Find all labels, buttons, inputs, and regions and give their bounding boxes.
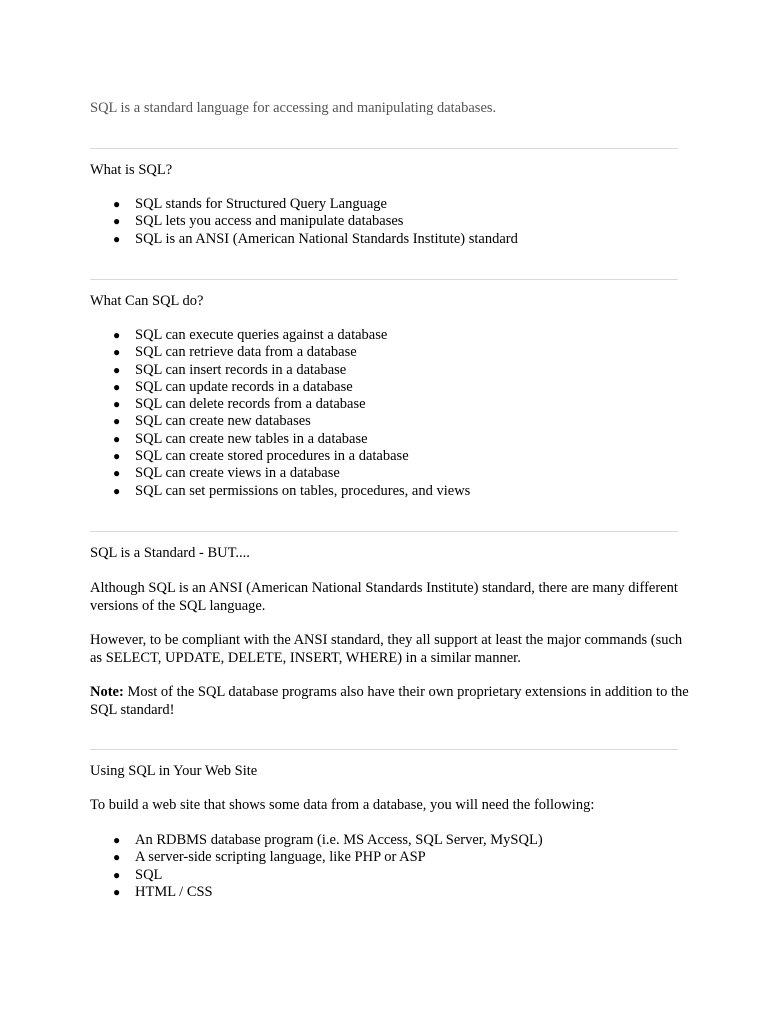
list-item bbox=[90, 344, 470, 361]
bullet-icon: ● bbox=[113, 414, 121, 429]
list-item bbox=[90, 448, 470, 465]
bullet-icon: ● bbox=[113, 397, 121, 412]
bullet-icon: ● bbox=[113, 214, 121, 229]
bullet-icon: ● bbox=[113, 197, 121, 211]
list-item-text: A server-side scripting language, like PHP or ASP bbox=[135, 849, 426, 866]
list-item bbox=[90, 867, 543, 884]
list-what-can-sql-do bbox=[90, 327, 470, 500]
bullet-icon: ● bbox=[113, 362, 121, 377]
list-item-text: SQL can create new tables in a database bbox=[135, 430, 368, 447]
list-item bbox=[90, 362, 470, 379]
list-item-text: SQL can create views in a database bbox=[135, 465, 340, 482]
bullet-icon: ● bbox=[113, 345, 121, 360]
paragraph-compliance: However, to be compliant with the ANSI standard, they all support at least the major commands (such as SELECT, UPDATE, DELETE, INSERT, WHERE) in a similar manner. bbox=[90, 632, 683, 666]
list-item bbox=[90, 884, 543, 901]
heading-using-sql-web-site: Using SQL in Your Web Site bbox=[90, 763, 258, 779]
list-item-text: SQL can retrieve data from a database bbox=[135, 344, 357, 361]
list-item-text: SQL lets you access and manipulate databases bbox=[135, 213, 404, 230]
list-item-text: SQL is an ANSI (American National Standards Institute) standard bbox=[135, 230, 518, 247]
list-item bbox=[90, 431, 470, 448]
bullet-icon: ● bbox=[113, 328, 121, 342]
list-what-is-sql bbox=[90, 196, 518, 248]
list-item bbox=[90, 231, 518, 248]
section-divider bbox=[90, 531, 678, 532]
list-item-text: HTML / CSS bbox=[135, 883, 213, 900]
heading-what-is-sql: What is SQL? bbox=[90, 162, 173, 178]
heading-sql-standard: SQL is a Standard - BUT.... bbox=[90, 545, 250, 561]
list-item bbox=[90, 396, 470, 413]
paragraph-note bbox=[90, 684, 690, 719]
bullet-icon: ● bbox=[113, 833, 121, 847]
list-item-text: SQL can create stored procedures in a database bbox=[135, 448, 409, 465]
bullet-icon: ● bbox=[113, 431, 121, 446]
list-item bbox=[90, 413, 470, 430]
bullet-icon: ● bbox=[113, 850, 121, 865]
list-item bbox=[90, 213, 518, 230]
list-item bbox=[90, 327, 470, 344]
section-divider bbox=[90, 279, 678, 280]
heading-what-can-sql-do: What Can SQL do? bbox=[90, 293, 204, 309]
paragraph-versions: Although SQL is an ANSI (American National Standards Institute) standard, there are many different versions of the SQL language. bbox=[90, 580, 678, 614]
bullet-icon: ● bbox=[113, 483, 121, 498]
list-item-text: An RDBMS database program (i.e. MS Access, SQL Server, MySQL) bbox=[135, 832, 543, 848]
bullet-icon: ● bbox=[113, 867, 121, 882]
note-label: Note: bbox=[90, 684, 124, 700]
bullet-icon: ● bbox=[113, 449, 121, 464]
bullet-icon: ● bbox=[113, 884, 121, 899]
list-item-text: SQL stands for Structured Query Language bbox=[135, 196, 387, 212]
bullet-icon: ● bbox=[113, 231, 121, 246]
list-item-text: SQL can update records in a database bbox=[135, 378, 353, 395]
list-item bbox=[90, 849, 543, 866]
list-item-text: SQL can insert records in a database bbox=[135, 361, 347, 378]
list-item bbox=[90, 465, 470, 482]
list-web-site-requirements bbox=[90, 832, 543, 901]
section-divider bbox=[90, 749, 678, 750]
section-divider bbox=[90, 148, 678, 149]
list-item-text: SQL can delete records from a database bbox=[135, 396, 366, 413]
bullet-icon: ● bbox=[113, 466, 121, 481]
list-item bbox=[90, 483, 470, 500]
paragraph-requirements: To build a web site that shows some data from a database, you will need the following: bbox=[90, 797, 595, 813]
list-item-text: SQL bbox=[135, 866, 163, 883]
intro-text: SQL is a standard language for accessing and manipulating databases. bbox=[90, 100, 497, 116]
note-text: Most of the SQL database programs also have their own proprietary extensions in addition to the SQL standard! bbox=[90, 684, 689, 718]
list-item-text: SQL can create new databases bbox=[135, 413, 311, 430]
list-item bbox=[90, 379, 470, 396]
list-item bbox=[90, 832, 543, 849]
list-item-text: SQL can execute queries against a database bbox=[135, 327, 388, 343]
list-item bbox=[90, 196, 518, 213]
bullet-icon: ● bbox=[113, 379, 121, 394]
list-item-text: SQL can set permissions on tables, procedures, and views bbox=[135, 482, 471, 499]
